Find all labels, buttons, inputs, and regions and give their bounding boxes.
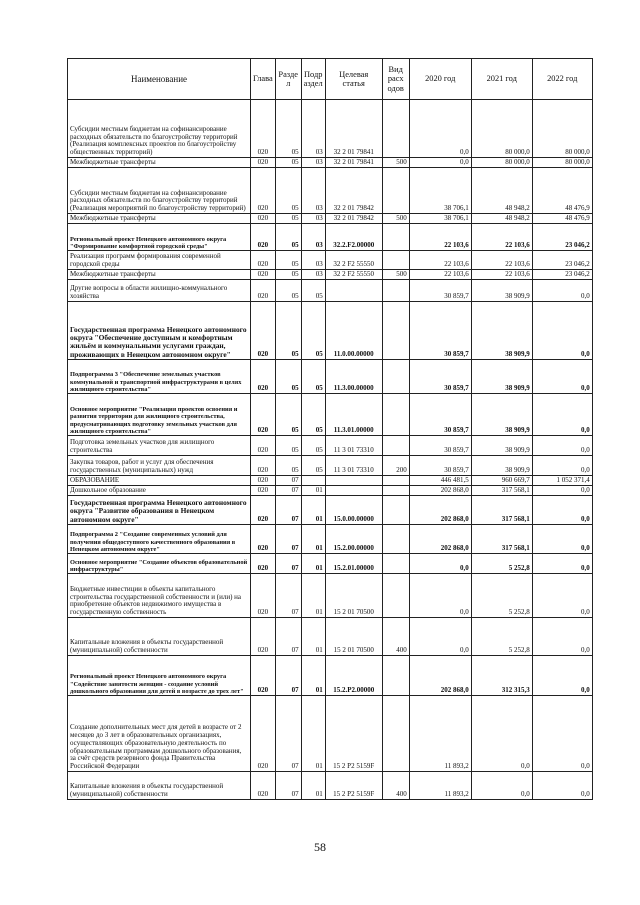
cell-2022: 0,0 — [532, 496, 592, 525]
cell-article: 15.0.00.00000 — [325, 496, 382, 525]
cell-2022: 0,0 — [532, 618, 592, 656]
cell-glava: 020 — [251, 476, 276, 486]
cell-article — [325, 280, 382, 302]
cell-razdel: 05 — [275, 394, 301, 436]
cell-vid — [382, 394, 409, 436]
cell-2020: 446 481,5 — [409, 476, 471, 486]
cell-name: Капитальные вложения в объекты государственной (муниципальной) собственности — [68, 772, 251, 800]
cell-2022: 0,0 — [532, 696, 592, 772]
cell-vid — [382, 574, 409, 618]
cell-name: Бюджетные инвестиции в объекты капитального строительства государственной собственности и (или) на приобретение объектов недвижимого имущества в государственную собственность — [68, 574, 251, 618]
cell-article: 32 2 F2 55550 — [325, 270, 382, 280]
cell-article: 32.2.F2.00000 — [325, 224, 382, 251]
cell-vid — [382, 554, 409, 574]
cell-2021: 80 000,0 — [471, 158, 532, 168]
cell-2020: 0,0 — [409, 100, 471, 158]
cell-2021: 48 948,2 — [471, 214, 532, 224]
table-row — [68, 100, 593, 158]
cell-2021: 5 252,8 — [471, 618, 532, 656]
cell-glava: 020 — [251, 554, 276, 574]
cell-article: 15.2.00.00000 — [325, 525, 382, 554]
cell-article: 32 2 01 79842 — [325, 168, 382, 214]
cell-name: Основное мероприятие "Создание объектов образовательной инфраструктуры" — [68, 554, 251, 574]
cell-2020: 22 103,6 — [409, 270, 471, 280]
table-row — [68, 302, 593, 360]
cell-glava: 020 — [251, 251, 276, 270]
cell-2020: 11 893,2 — [409, 772, 471, 800]
cell-razdel: 07 — [275, 656, 301, 696]
cell-article: 15.2.P2.00000 — [325, 656, 382, 696]
table-row — [68, 772, 593, 800]
cell-2022: 0,0 — [532, 456, 592, 476]
table-row — [68, 525, 593, 554]
table-row — [68, 168, 593, 214]
table-row — [68, 456, 593, 476]
header-article: Целевая статья — [325, 59, 382, 100]
cell-razdel: 05 — [275, 158, 301, 168]
cell-2021: 312 315,3 — [471, 656, 532, 696]
cell-2021: 38 909,9 — [471, 456, 532, 476]
header-vid: Вид расх одов — [382, 59, 409, 100]
cell-article: 15 2 P2 5159F — [325, 696, 382, 772]
table-body — [68, 100, 593, 800]
cell-2021: 38 909,9 — [471, 436, 532, 456]
cell-2020: 30 859,7 — [409, 360, 471, 394]
cell-podrazdel: 03 — [301, 270, 325, 280]
table-row — [68, 476, 593, 486]
cell-2022: 48 476,9 — [532, 214, 592, 224]
table-row — [68, 618, 593, 656]
cell-podrazdel: 03 — [301, 251, 325, 270]
cell-vid — [382, 486, 409, 496]
cell-razdel: 07 — [275, 618, 301, 656]
cell-name: Региональный проект Ненецкого автономного округа "Формирование комфортной городской среды" — [68, 224, 251, 251]
cell-2021: 5 252,8 — [471, 554, 532, 574]
cell-2020: 30 859,7 — [409, 436, 471, 456]
cell-2021: 317 568,1 — [471, 496, 532, 525]
header-2021: 2021 год — [471, 59, 532, 100]
cell-article: 15 2 01 70500 — [325, 574, 382, 618]
cell-vid: 500 — [382, 270, 409, 280]
cell-2021: 38 909,9 — [471, 302, 532, 360]
cell-vid: 200 — [382, 456, 409, 476]
cell-glava: 020 — [251, 394, 276, 436]
cell-podrazdel: 01 — [301, 525, 325, 554]
cell-2021: 38 909,9 — [471, 360, 532, 394]
cell-vid: 400 — [382, 618, 409, 656]
page-number: 58 — [314, 840, 326, 854]
cell-2021: 22 103,6 — [471, 251, 532, 270]
table-row — [68, 574, 593, 618]
cell-razdel: 05 — [275, 214, 301, 224]
cell-razdel: 05 — [275, 456, 301, 476]
cell-article: 32 2 01 79842 — [325, 214, 382, 224]
cell-glava: 020 — [251, 496, 276, 525]
table-row — [68, 496, 593, 525]
cell-2021: 317 568,1 — [471, 525, 532, 554]
cell-2022: 0,0 — [532, 574, 592, 618]
cell-vid — [382, 168, 409, 214]
cell-razdel: 07 — [275, 486, 301, 496]
table-row — [68, 696, 593, 772]
table-row — [68, 486, 593, 496]
cell-2021: 0,0 — [471, 696, 532, 772]
cell-vid: 500 — [382, 158, 409, 168]
cell-2022: 0,0 — [532, 302, 592, 360]
cell-vid — [382, 224, 409, 251]
cell-glava: 020 — [251, 280, 276, 302]
cell-article: 32 2 01 79841 — [325, 158, 382, 168]
cell-2021: 80 000,0 — [471, 100, 532, 158]
cell-podrazdel: 03 — [301, 168, 325, 214]
cell-glava: 020 — [251, 525, 276, 554]
cell-glava: 020 — [251, 168, 276, 214]
cell-article: 15 2 P2 5159F — [325, 772, 382, 800]
cell-2021: 22 103,6 — [471, 224, 532, 251]
cell-name: Субсидии местным бюджетам на софинансирование расходных обязательств по благоустройству территорий (Реализация комплексных проектов по благоустройству общественных территорий) — [68, 100, 251, 158]
table-row — [68, 214, 593, 224]
cell-glava: 020 — [251, 270, 276, 280]
cell-article: 11 3 01 73310 — [325, 456, 382, 476]
cell-name: Межбюджетные трансферты — [68, 270, 251, 280]
cell-podrazdel: 01 — [301, 618, 325, 656]
cell-2020: 30 859,7 — [409, 280, 471, 302]
table-row — [68, 224, 593, 251]
cell-podrazdel: 03 — [301, 214, 325, 224]
cell-razdel: 05 — [275, 251, 301, 270]
cell-2021: 5 252,8 — [471, 574, 532, 618]
cell-vid — [382, 302, 409, 360]
cell-2020: 202 868,0 — [409, 656, 471, 696]
table-row — [68, 360, 593, 394]
cell-article — [325, 476, 382, 486]
cell-article: 11.3.00.00000 — [325, 360, 382, 394]
cell-2022: 23 046,2 — [532, 270, 592, 280]
cell-podrazdel: 03 — [301, 158, 325, 168]
cell-podrazdel: 01 — [301, 656, 325, 696]
cell-article — [325, 486, 382, 496]
header-2022: 2022 год — [532, 59, 592, 100]
table-row — [68, 436, 593, 456]
cell-glava: 020 — [251, 618, 276, 656]
cell-podrazdel: 05 — [301, 302, 325, 360]
cell-glava: 020 — [251, 302, 276, 360]
cell-podrazdel: 05 — [301, 456, 325, 476]
cell-razdel: 07 — [275, 476, 301, 486]
cell-2020: 30 859,7 — [409, 456, 471, 476]
cell-2022: 0,0 — [532, 554, 592, 574]
table-row — [68, 656, 593, 696]
cell-podrazdel: 05 — [301, 394, 325, 436]
cell-glava: 020 — [251, 696, 276, 772]
table-row — [68, 158, 593, 168]
cell-2021: 22 103,6 — [471, 270, 532, 280]
cell-name: Подпрограмма 2 "Создание современных условий для получения общедоступного качественного образования в Ненецком автономном округе" — [68, 525, 251, 554]
cell-razdel: 05 — [275, 280, 301, 302]
cell-2020: 30 859,7 — [409, 302, 471, 360]
cell-glava: 020 — [251, 214, 276, 224]
cell-name: Реализация программ формирования современной городской среды — [68, 251, 251, 270]
cell-2020: 11 893,2 — [409, 696, 471, 772]
cell-razdel: 05 — [275, 270, 301, 280]
cell-name: Межбюджетные трансферты — [68, 158, 251, 168]
cell-2020: 22 103,6 — [409, 251, 471, 270]
cell-article: 32 2 01 79841 — [325, 100, 382, 158]
header-podrazdel: Подр аздел — [301, 59, 325, 100]
cell-glava: 020 — [251, 656, 276, 696]
cell-article: 15.2.01.00000 — [325, 554, 382, 574]
cell-vid — [382, 100, 409, 158]
cell-vid — [382, 360, 409, 394]
cell-2022: 0,0 — [532, 360, 592, 394]
cell-vid: 500 — [382, 214, 409, 224]
cell-podrazdel: 01 — [301, 574, 325, 618]
cell-name: Подготовка земельных участков для жилищного строительства — [68, 436, 251, 456]
header-name: Наименование — [68, 59, 251, 100]
cell-vid — [382, 696, 409, 772]
cell-article: 32 2 F2 55550 — [325, 251, 382, 270]
cell-glava: 020 — [251, 360, 276, 394]
cell-razdel: 07 — [275, 772, 301, 800]
cell-name: Субсидии местным бюджетам на софинансирование расходных обязательств по благоустройству территорий (Реализация мероприятий по благоустройству территорий) — [68, 168, 251, 214]
table-row — [68, 554, 593, 574]
cell-podrazdel — [301, 476, 325, 486]
cell-2021: 960 669,7 — [471, 476, 532, 486]
cell-razdel: 07 — [275, 574, 301, 618]
cell-2022: 0,0 — [532, 656, 592, 696]
cell-2020: 22 103,6 — [409, 224, 471, 251]
cell-2022: 0,0 — [532, 486, 592, 496]
cell-2022: 80 000,0 — [532, 158, 592, 168]
cell-2021: 48 948,2 — [471, 168, 532, 214]
cell-name: Дошкольное образование — [68, 486, 251, 496]
cell-vid — [382, 251, 409, 270]
cell-name: Государственная программа Ненецкого автономного округа "Развитие образования в Ненецком автономном округе" — [68, 496, 251, 525]
cell-name: ОБРАЗОВАНИЕ — [68, 476, 251, 486]
cell-vid — [382, 496, 409, 525]
cell-2020: 0,0 — [409, 554, 471, 574]
cell-article: 15 2 01 70500 — [325, 618, 382, 656]
cell-2020: 202 868,0 — [409, 525, 471, 554]
cell-razdel: 05 — [275, 100, 301, 158]
cell-2022: 0,0 — [532, 772, 592, 800]
cell-podrazdel: 01 — [301, 696, 325, 772]
cell-2022: 0,0 — [532, 436, 592, 456]
cell-razdel: 05 — [275, 168, 301, 214]
cell-name: Другие вопросы в области жилищно-коммунального хозяйства — [68, 280, 251, 302]
cell-article: 11.3.01.00000 — [325, 394, 382, 436]
cell-razdel: 07 — [275, 496, 301, 525]
cell-2020: 0,0 — [409, 618, 471, 656]
cell-2022: 0,0 — [532, 394, 592, 436]
cell-2020: 38 706,1 — [409, 168, 471, 214]
cell-name: Основное мероприятие "Реализация проектов освоения и развития территории для жилищного строительства, предусматривающих подготовку земельных участков для жилищного строительства" — [68, 394, 251, 436]
cell-article: 11.0.00.00000 — [325, 302, 382, 360]
cell-2022: 0,0 — [532, 525, 592, 554]
cell-glava: 020 — [251, 486, 276, 496]
cell-podrazdel: 05 — [301, 360, 325, 394]
cell-podrazdel: 03 — [301, 100, 325, 158]
cell-name: Региональный проект Ненецкого автономного округа "Содействие занятости женщин - создание условий дошкольного образования для детей в возрасте до трех лет" — [68, 656, 251, 696]
cell-podrazdel: 03 — [301, 224, 325, 251]
cell-2020: 0,0 — [409, 158, 471, 168]
cell-2022: 23 046,2 — [532, 224, 592, 251]
cell-2020: 202 868,0 — [409, 486, 471, 496]
cell-vid — [382, 280, 409, 302]
cell-razdel: 07 — [275, 554, 301, 574]
cell-2021: 317 568,1 — [471, 486, 532, 496]
cell-podrazdel: 05 — [301, 436, 325, 456]
cell-2022: 1 052 371,4 — [532, 476, 592, 486]
table-row — [68, 270, 593, 280]
cell-vid: 400 — [382, 772, 409, 800]
cell-2022: 0,0 — [532, 280, 592, 302]
cell-glava: 020 — [251, 456, 276, 476]
table-row — [68, 394, 593, 436]
table-header-row — [68, 59, 593, 100]
table-row — [68, 251, 593, 270]
cell-name: Государственная программа Ненецкого автономного округа "Обеспечение доступным и комфортным жильём и коммунальными услугами граждан, проживающих в Ненецком автономном округе" — [68, 302, 251, 360]
cell-name: Подпрограмма 3 "Обеспечение земельных участков коммунальной и транспортной инфраструктурами в целях жилищного строительства" — [68, 360, 251, 394]
cell-2020: 0,0 — [409, 574, 471, 618]
cell-glava: 020 — [251, 224, 276, 251]
cell-podrazdel: 01 — [301, 772, 325, 800]
cell-vid — [382, 476, 409, 486]
budget-table — [67, 58, 593, 800]
cell-razdel: 05 — [275, 360, 301, 394]
cell-name: Закупка товаров, работ и услуг для обеспечения государственных (муниципальных) нужд — [68, 456, 251, 476]
cell-name: Межбюджетные трансферты — [68, 214, 251, 224]
cell-vid — [382, 525, 409, 554]
cell-glava: 020 — [251, 158, 276, 168]
cell-razdel: 05 — [275, 302, 301, 360]
cell-podrazdel: 05 — [301, 280, 325, 302]
cell-2020: 202 868,0 — [409, 496, 471, 525]
cell-2022: 48 476,9 — [532, 168, 592, 214]
cell-podrazdel: 01 — [301, 486, 325, 496]
table-row — [68, 280, 593, 302]
cell-vid — [382, 656, 409, 696]
cell-2021: 38 909,9 — [471, 280, 532, 302]
cell-2020: 38 706,1 — [409, 214, 471, 224]
cell-glava: 020 — [251, 436, 276, 456]
header-razdel: Разде л — [275, 59, 301, 100]
cell-2022: 23 046,2 — [532, 251, 592, 270]
cell-razdel: 05 — [275, 436, 301, 456]
cell-razdel: 07 — [275, 696, 301, 772]
cell-2021: 0,0 — [471, 772, 532, 800]
cell-name: Капитальные вложения в объекты государственной (муниципальной) собственности — [68, 618, 251, 656]
cell-podrazdel: 01 — [301, 496, 325, 525]
cell-article: 11 3 01 73310 — [325, 436, 382, 456]
cell-2020: 30 859,7 — [409, 394, 471, 436]
cell-name: Создание дополнительных мест для детей в возрасте от 2 месяцев до 3 лет в образовательных организациях, осуществляющих образовательную деятельность по образовательным программам дошкольного образования, за счёт средств резервного фонда Правительства Российской Федерации — [68, 696, 251, 772]
cell-podrazdel: 01 — [301, 554, 325, 574]
header-2020: 2020 год — [409, 59, 471, 100]
cell-vid — [382, 436, 409, 456]
cell-glava: 020 — [251, 574, 276, 618]
cell-2021: 38 909,9 — [471, 394, 532, 436]
header-glava: Глава — [251, 59, 276, 100]
cell-2022: 80 000,0 — [532, 100, 592, 158]
cell-razdel: 05 — [275, 224, 301, 251]
cell-razdel: 07 — [275, 525, 301, 554]
cell-glava: 020 — [251, 772, 276, 800]
cell-glava: 020 — [251, 100, 276, 158]
